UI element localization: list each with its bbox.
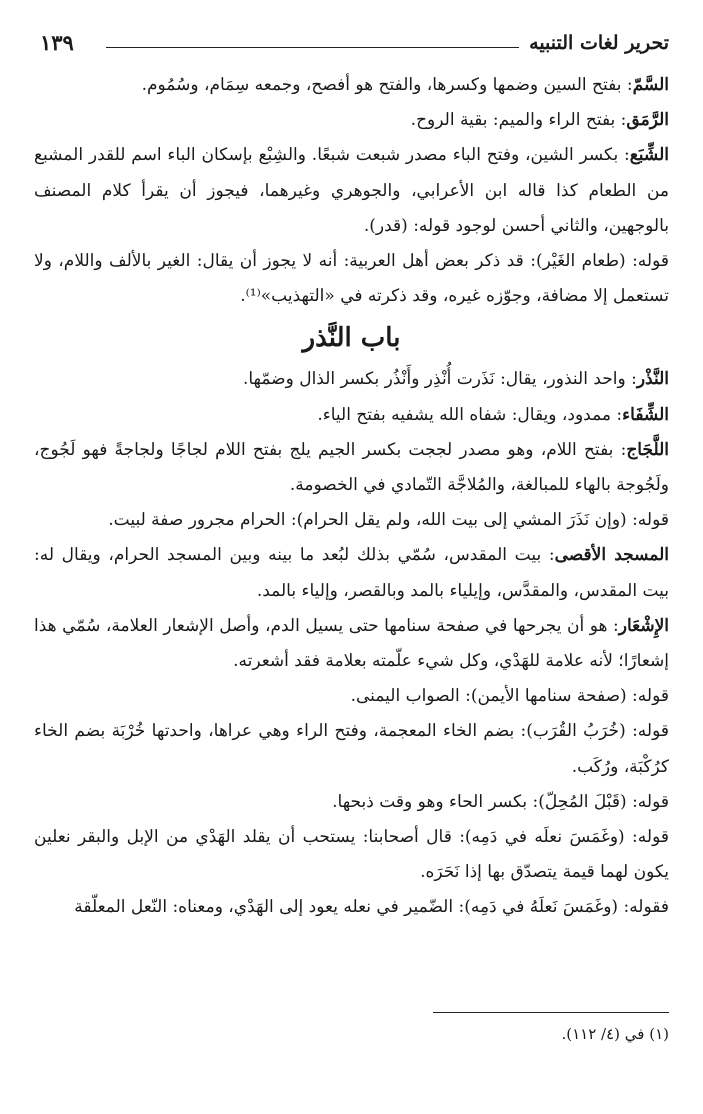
entry-term: المسجد الأقصى (554, 545, 669, 566)
entry-text: : بفتح السين وضمها وكسرها، والفتح هو أفصح، وجمعه سِمَام، وسُمُوم. (141, 75, 633, 95)
paragraph (34, 433, 669, 503)
entry-term: الإِشْعَار (618, 615, 669, 636)
entry-term: الشِّفَاء (622, 404, 669, 425)
body-text (34, 68, 669, 926)
paragraph (34, 398, 669, 433)
entry-term: السَّمّ (632, 75, 669, 95)
paragraph (34, 679, 669, 714)
paragraph (34, 68, 669, 103)
header-rule (106, 47, 519, 48)
paragraph (34, 503, 669, 538)
paragraph (34, 138, 669, 244)
entry-text: قوله: (خُرَبُ القُرَب): بضم الخاء المعجمة، وفتح الراء وهي عراها، واحدتها خُرْبَة بضم الخاء كرُكْبَة، ورُكَب. (34, 721, 669, 777)
entry-text: : ممدود، ويقال: شفاه الله يشفيه بفتح الياء. (317, 404, 623, 425)
footnote: (١) في (٤/ ١١٢). (561, 1025, 669, 1043)
entry-text: : هو أن يجرحها في صفحة سنامها حتى يسيل الدم، وأصل الإشعار العلامة، سُمّي هذا إشعارًا؛ لأنه علامة للهَدْي، وكل شيء علّمته بعلامة فقد أشعرته. (34, 615, 669, 672)
entry-text: قوله: (صفحة سنامها الأيمن): الصواب اليمنى. (350, 686, 669, 707)
running-title: تحرير لغات التنبيه (529, 32, 669, 54)
entry-text: : بفتح الراء والميم: بقية الروح. (410, 110, 627, 131)
footnote-rule (433, 1012, 669, 1013)
paragraph (34, 714, 669, 784)
entry-term: النَّذْر (636, 369, 669, 390)
page-number: ١٣٩ (40, 30, 74, 55)
entry-text: : بيت المقدس، سُمّي بذلك لبُعد ما بينه وبين المسجد الحرام، ويقال له: بيت المقدس، والمقدَّس، وإيلياء بالمد وبالقصر، وإلياء بالمد. (34, 545, 669, 601)
entry-term: الشِّبَع (629, 145, 669, 166)
entry-text: قوله: (قَبْلَ المُحِلّ): بكسر الحاء وهو وقت ذبحها. (332, 791, 669, 812)
entry-text: : بفتح اللام، وهو مصدر لججت بكسر الجيم يلج بفتح اللام لجاجًا ولجاجةً فهو لَجُوج، ولَجُوجة بالهاء للمبالغة، والمُلاجَّة التّمادي في الخصومة. (34, 439, 669, 496)
paragraph (34, 103, 669, 138)
entry-text: : بكسر الشين، وفتح الباء مصدر شبعت شبعًا. والشِبْع بإسكان الباء اسم للقدر المشبع من الطعام كذا قاله ابن الأعرابي، والجوهري وغيرهما، فيجوز أن يقرأ كلام المصنف بالوجهين، والثاني أحسن لوجود قوله: (قدر). (34, 145, 669, 236)
running-header (40, 30, 669, 60)
entry-text: قوله: (طعام الغَيْر): قد ذكر بعض أهل العربية: أنه لا يجوز أن يقال: الغير بالألف واللام، ولا تستعمل إلا مضافة، وجوّزه غيره، وقد ذكرته في «التهذيب»⁽¹⁾. (34, 251, 669, 307)
paragraph (34, 362, 669, 397)
paragraph (34, 244, 669, 314)
entry-text: قوله: (وإن نَذَرَ المشي إلى بيت الله، ولم يقل الحرام): الحرام مجرور صفة لبيت. (108, 510, 669, 531)
paragraph (34, 538, 669, 608)
chapter-title: باب النَّذر (302, 323, 401, 354)
entry-term: الرَّمَق (626, 110, 669, 131)
paragraph (34, 785, 669, 820)
entry-text: فقوله: (وغَمَسَ نَعلَهُ في دَمِه): الضّمير في نعله يعود إلى الهَدْي، ومعناه: النّعل المعلّقة (74, 897, 669, 918)
paragraph (34, 890, 669, 925)
entry-term: اللَّجَاج (626, 439, 669, 460)
paragraph (34, 609, 669, 679)
entry-text: : واحد النذور، يقال: نَذَرت أُنْذِر وأَنْذُر بكسر الذال وضمّها. (242, 369, 637, 390)
paragraph (34, 820, 669, 890)
entry-text: قوله: (وغَمَسَ نعلَه في دَمِه): قال أصحابنا: يستحب أن يقلد الهَدْي من الإبل والبقر نعلين يكون لهما قيمة يتصدّق بها إذا نَحَرَه. (34, 827, 669, 883)
